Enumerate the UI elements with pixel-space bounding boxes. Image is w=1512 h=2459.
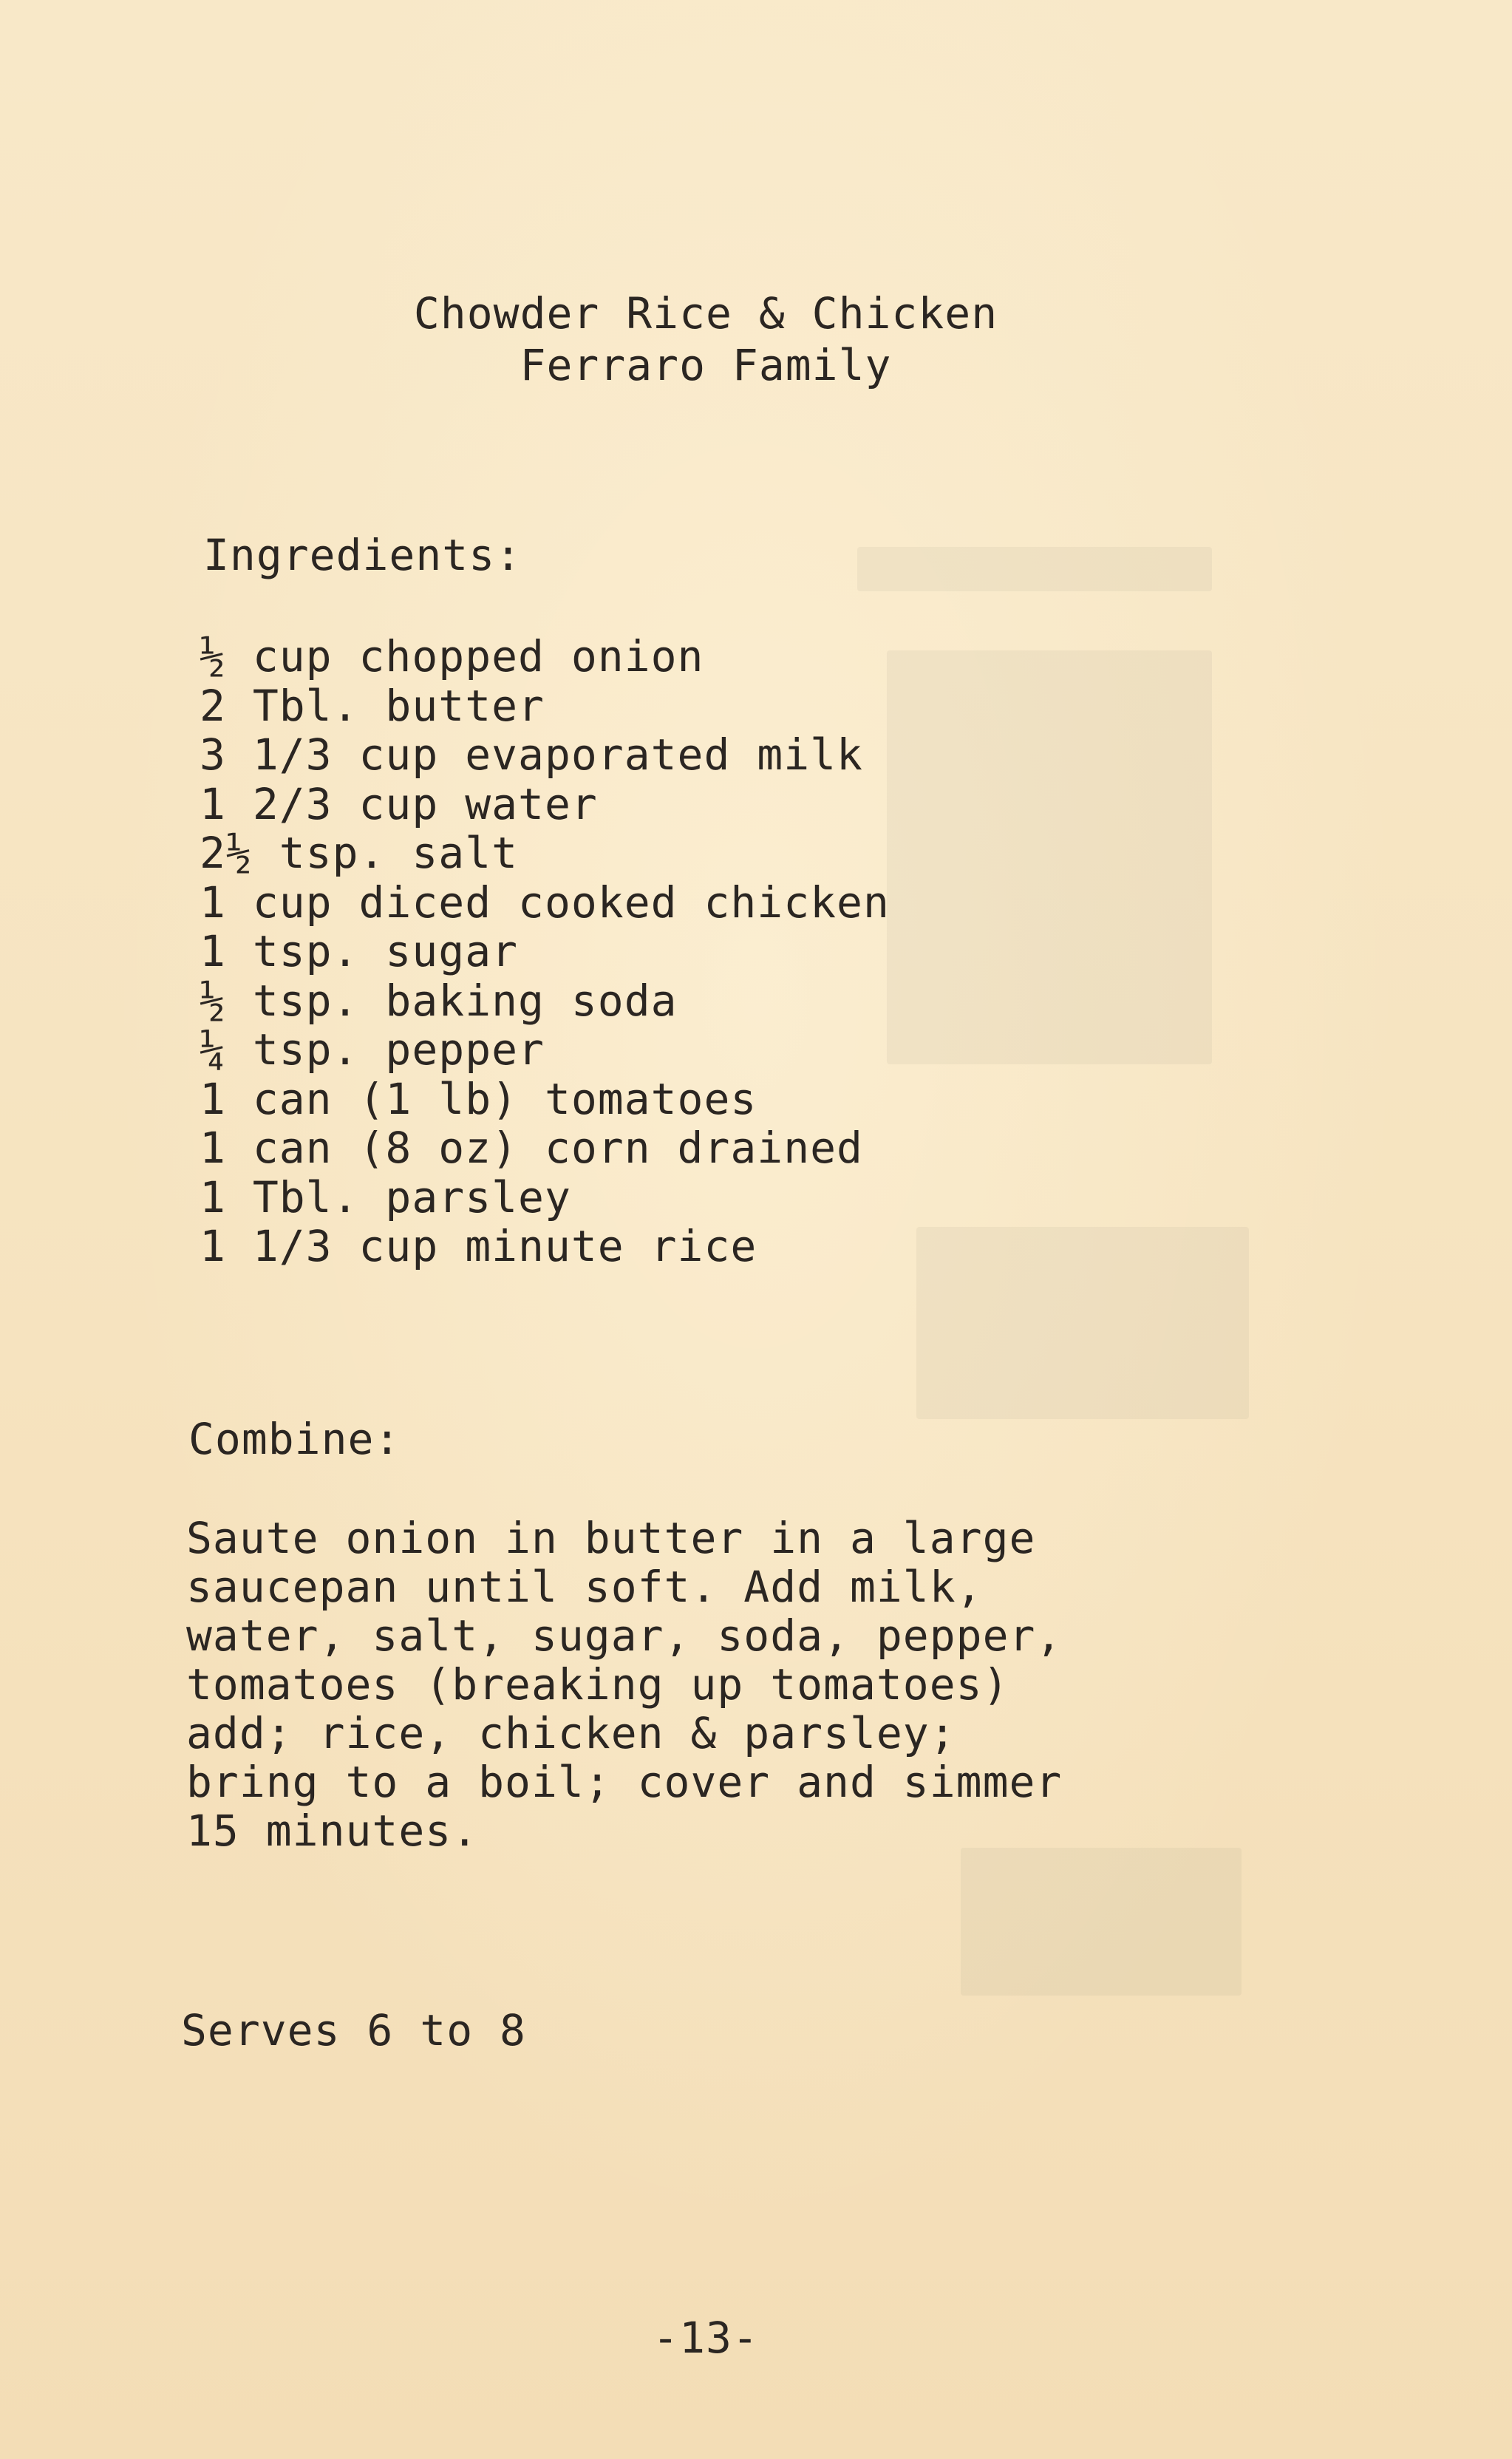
ingredient-item: 1 tsp. sugar <box>200 926 519 976</box>
ingredient-item: 1 can (8 oz) corn drained <box>200 1123 863 1173</box>
bleed-through-smudge <box>961 1848 1242 1996</box>
ingredient-item: 1 Tbl. parsley <box>200 1171 571 1222</box>
ingredient-item: 3 1/3 cup evaporated milk <box>200 729 863 780</box>
ingredient-item: 1 1/3 cup minute rice <box>200 1221 757 1271</box>
directions-paragraph <box>186 1514 1339 1855</box>
ingredient-item: 2 Tbl. butter <box>200 680 545 731</box>
ingredient-item: 1 can (1 lb) tomatoes <box>200 1073 757 1124</box>
page-number: -13- <box>653 2313 759 2363</box>
bleed-through-smudge <box>887 650 1212 1064</box>
directions-line: add; rice, chicken & parsley; <box>186 1708 956 1758</box>
combine-heading: Combine: <box>188 1414 401 1464</box>
ingredient-item: ¼ tsp. pepper <box>200 1024 545 1075</box>
directions-line: tomatoes (breaking up tomatoes) <box>186 1659 1009 1710</box>
ingredient-item: 1 2/3 cup water <box>200 778 598 829</box>
directions-line: Saute onion in butter in a large <box>186 1513 1036 1563</box>
recipe-title: Chowder Rice & Chicken <box>413 288 998 339</box>
bleed-through-smudge <box>916 1227 1249 1419</box>
ingredient-item: ½ cup chopped onion <box>200 631 704 681</box>
ingredient-item: ½ tsp. baking soda <box>200 975 678 1026</box>
directions-line: water, salt, sugar, soda, pepper, <box>186 1611 1063 1661</box>
recipe-attribution: Ferraro Family <box>520 340 892 390</box>
directions-line: bring to a boil; cover and simmer <box>186 1757 1063 1807</box>
ingredients-heading: Ingredients: <box>203 530 522 580</box>
directions-line: saucepan until soft. Add milk, <box>186 1562 983 1612</box>
bleed-through-smudge <box>857 547 1212 591</box>
ingredient-item: 2½ tsp. salt <box>200 828 519 878</box>
ingredients-list <box>200 632 890 1271</box>
directions-line: 15 minutes. <box>186 1806 479 1856</box>
ingredient-item: 1 cup diced cooked chicken <box>200 877 890 928</box>
servings-note: Serves 6 to 8 <box>181 2005 526 2055</box>
